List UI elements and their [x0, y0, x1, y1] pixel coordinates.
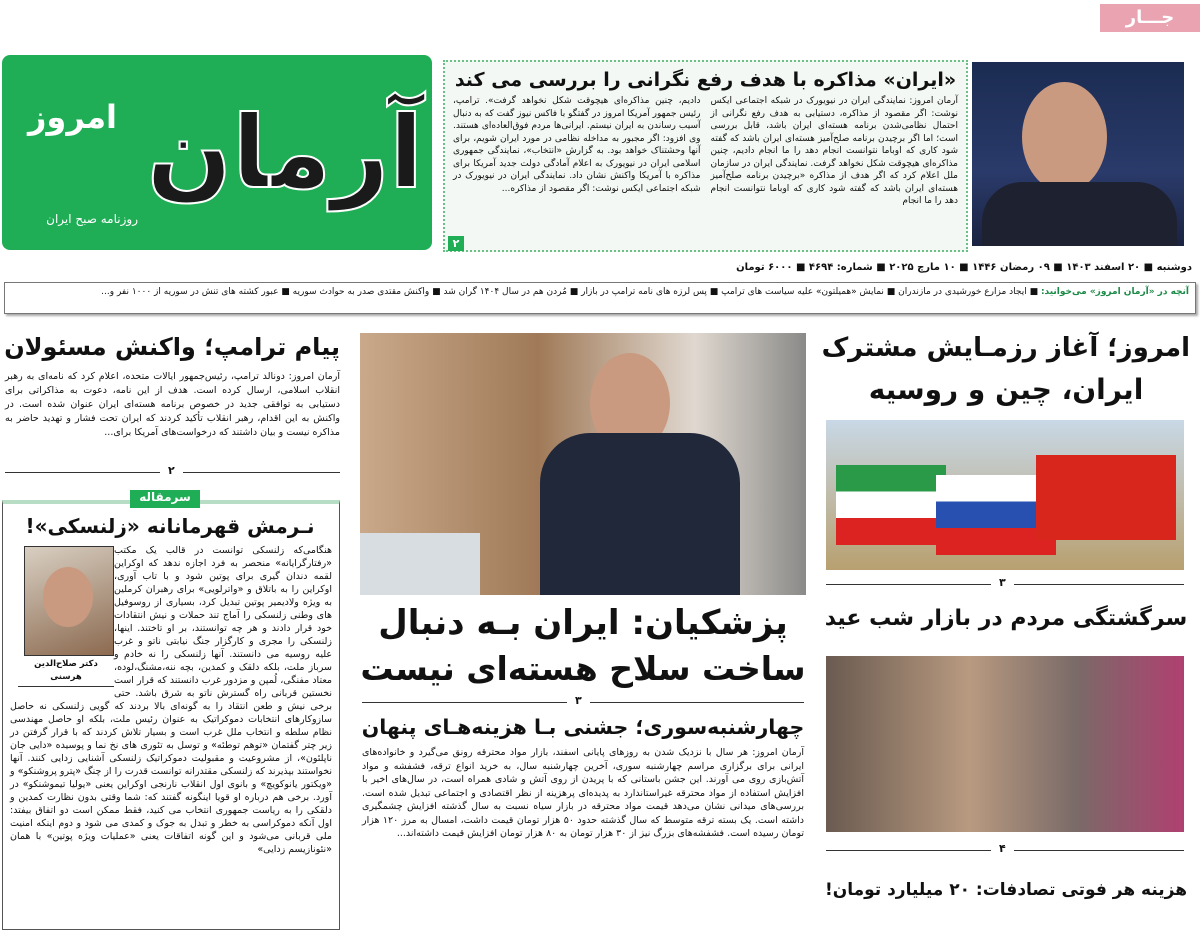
left-headline: پیام ترامپ؛ واکنش مسئولان [4, 333, 340, 361]
right-divider-1: ۳ [826, 584, 1184, 585]
right-headline-3: هزینه هر فوتی تصادفات: ۲۰ میلیارد تومان! [824, 880, 1188, 900]
masthead-logo-sub: امروز [28, 98, 117, 136]
lead-body-col2: دادیم، چنین مذاکره‌ای هیچوقت شکل نخواهد گرفت». ترامپ، رئیس جمهور آمریکا امروز در گفتگو با فاکس نیوز گفت که به دنبال آسیب رساندن به ایران نیستم. ایرانی‌ها مردم فوق‌العاده‌ای هستند. وی افزود: اگر مجبور به مداخله نظامی در مورد ایران شویم، برای آنها وحشتناک خواهد بود. به گزارش «انتخاب»، نمایندگی جمهوری اسلامی ایران در نیویورک به اعلام آمادگی دولت جدید آمریکا برای مذاکره با آمریکا واکنش نشان داد. نمایندگی ایران در نیویورک در شبکه اجتماعی ایکس نوشت: اگر مقصود از مذاکره... [453, 96, 701, 194]
lead-story [443, 60, 968, 252]
center-subheadline: چهارشنبه‌سوری؛ جشنی بـا هزینه‌هـای پنهان [361, 715, 805, 739]
editorial-tag: سرمقاله [130, 490, 200, 508]
ticker-items: ■ ایجاد مزارع خورشیدی در مازندران ■ نمایش «همیلتون» علیه سیاست های ترامپ ■ پس لرزه های نامه ترامپ در بازار ■ مُردن هم در سال ۱۴۰۴ گران شد ■ واکنش مقتدی صدر به حوادث سوریه ■ عبور کشته های تنش در سوریه از ۱۰۰۰ نفر و... [101, 287, 1039, 297]
flags-photo [826, 420, 1184, 570]
author-photo [24, 546, 114, 656]
lead-page-number: ۲ [448, 236, 464, 251]
right-headline-1-line1: امروز؛ آغاز رزمـایش مشترک [821, 333, 1190, 363]
left-body: آرمان امروز: دونالد ترامپ، رئیس‌جمهور ایالات متحده، اعلام کرد که نامه‌ای به رهبر انقلاب اسلامی، ارسال کرده است. هدف از این نامه، دعوت به مذاکراتی برای دستیابی به توافقی جدید در خصوص برنامه هسته‌ای ایران عنوان شده است. در واکنش به این اقدام، رهبر انقلاب تأکید کردند که ایران تحت فشار و تهدید حاضر به مذاکره نیست و بیان داشتند که درخواست‌های آمریکا برای... [5, 371, 340, 438]
lead-photo [972, 62, 1184, 246]
news-ticker [4, 282, 1196, 314]
author-name: دکتر صلاح‌الدین هرسنی [18, 658, 114, 687]
ticker-label: آنچه در «آرمان امروز» می‌خوانید: [1040, 287, 1189, 297]
center-divider: ۳ [362, 702, 804, 703]
lead-body-col1: آرمان امروز: نمایندگی ایران در نیویورک در شبکه اجتماعی ایکس نوشت: اگر مقصود از مذاکره، دستیابی به هدف رفع نگرانی از احتمال نظامی‌شدن برنامه هسته‌ای ایران باشد، قابل بررسی است؛ اما اگر برچیدن برنامه صلح‌آمیز هسته‌ای ایران باشد که گفته شود کاری که اوباما نتوانست انجام دهد را ما انجام دادیم، چنین مذاکره‌ای هیچوقت شکل نخواهد گرفت. نمایندگی ایران در سازمان ملل اعلام کرد که اگر هدف از مذاکره «برچیدن برنامه صلح‌آمیز هسته‌ای ایران باشد که گفته شود کاری که اوباما نتوانست انجام دهد را ما انجام [710, 96, 958, 206]
center-sub-body: آرمان امروز: هر سال با نزدیک شدن به روزهای پایانی اسفند، بازار مواد محترقه رونق می‌گیرد و خانواده‌های ایرانی برای برگزاری مراسم چهارشنبه سوری، آخرین چهارشنبه سال، به خرید انواع ترقه، فشفشه و مواد آتش‌بازی روی می آورند. این جشن باستانی که با پریدن از روی آتش و شادی همراه است، در سال‌های اخیر با افزایش استفاده از مواد محترقه غیراستاندارد به پدیده‌ای پرهزینه از نظر اقتصادی و اجتماعی تبدیل شده است. بررسی‌های میدانی نشان می‌دهد قیمت مواد محترقه در بازار سیاه نسبت به سال گذشته افزایش چشمگیری داشته است. یک بسته ترقه متوسط که سال گذشته حدود ۵۰ هزار تومان قیمت داشت، امسال به مرز ۱۲۰ هزار تومان رسیده است. فشفشه‌های بزرگ نیز از ۳۰ هزار تومان به ۸۰ هزار تومان افزایش قیمت داشته‌اند... [362, 747, 804, 839]
center-headline-line2: ساخت سلاح هسته‌ای نیست [360, 649, 806, 688]
center-photo [360, 333, 806, 595]
lead-headline: «ایران» مذاکره با هدف رفع نگرانی را بررسی می کند [454, 69, 957, 91]
left-divider: ۲ [5, 472, 340, 473]
editorial-body-2: آنها زلنسکی را نه خادم و سرباز ملت، بلکه دلقک و کمدین، بچه ننه،مشنگ،لوده، معتاد مفنگی، لُمپن و مزدور غرب دانستند که قرار است نخستین قربانی راه گسترش ناتو به شرق باشد. حتی برخی نیش و طعن انتقاد را به گونه‌ای بالا بردند که گویی زلنسکی نه حاصل سازوکارهای انتخابات دموکراتیک به عنوان رئیس ملت، بلکه او حاصل مهندسی نظام سلطه و انتخاب ملل غرب است و بسیار تلاش کردند که با قرار گرفتن در زیر چتر گفتمان «توهم توطئه» و توسل به تئوری های نخ نما و پوسیده «دایی جان ناپلئون»، از مشروعیت و مقبولیت دموکراتیک زلنسکی آشنایی زدایی کنند. آنها نخواستند بپذیرند که زلنسکی مقتدرانه توانست قدرت را از چنگ «پترو پروشنکو» و «ویکتور یانوکویچ» و بانوی اول انقلاب نارنجی اوکراین یعنی «یولیا تیموشنکو» در آورد. برخی هم درباره او قویا اینگونه گفتند که: شما وقتی بدون نظارت کمدین و دلقکی را به ریاست جمهوری انتخاب می کنید، فقط ممکن است دو اتفاق بیفتد: اول آنکه دموکراسی به خطر و تبدل به جوک و کمدی می شود و دوم اینکه امنیت ملی قربانی می‌شود و این گونه اتفاقات یعنی «عملیات ویژه پوتین» با همان «نئونازیسم زدایی» [10, 649, 332, 855]
masthead-logo: آرمان [146, 94, 424, 211]
editorial-body-1: هنگامی‌که زلنسکی توانست در قالب یک مکتب «رفتارگرایانه» منحصر به فرد اجازه ندهد که اوکراین لقمه دندان گیری برای پوتین شود و با تاب آوری، اوکراین را به باتلاق و «واترلویی» برای رهبران کرملین به ویژه ولادیمیر پوتین تبدیل کرد، بسیاری از روسوفیل های وطنی زلنسکی را آماج تند حملات و نیش انتقادات خود قرار دادند و هر چه توانستند، بر او تاختند. اینها، زلنسکی را مجری و کارگزار جنگ نیابتی ناتو و غرب علیه روسیه می دانستند. [114, 545, 333, 660]
section-badge: جـــار [1100, 4, 1200, 32]
editorial-content [10, 544, 332, 856]
bazaar-photo [826, 656, 1184, 832]
author-figure [18, 546, 114, 687]
masthead-tagline: روزنامه صبح ایران [46, 212, 138, 226]
center-headline-line1: پزشکیان: ایران بـه دنبال [378, 603, 788, 643]
right-headline-2: سرگشتگی مردم در بازار شب عید [824, 606, 1188, 631]
right-headline-1-line2: ایران، چین و روسیه [868, 373, 1144, 406]
editorial-headline: نـرمش قهرمانانه «زلنسکی»! [25, 514, 315, 538]
dateline: دوشنبه ■ ۲۰ اسفند ۱۴۰۳ ■ ۰۹ رمضان ۱۴۴۶ ■ ۱۰ مارچ ۲۰۲۵ ■ شماره: ۴۶۹۴ ■ ۶۰۰۰ تومان [736, 262, 1192, 273]
right-divider-2: ۴ [826, 850, 1184, 851]
